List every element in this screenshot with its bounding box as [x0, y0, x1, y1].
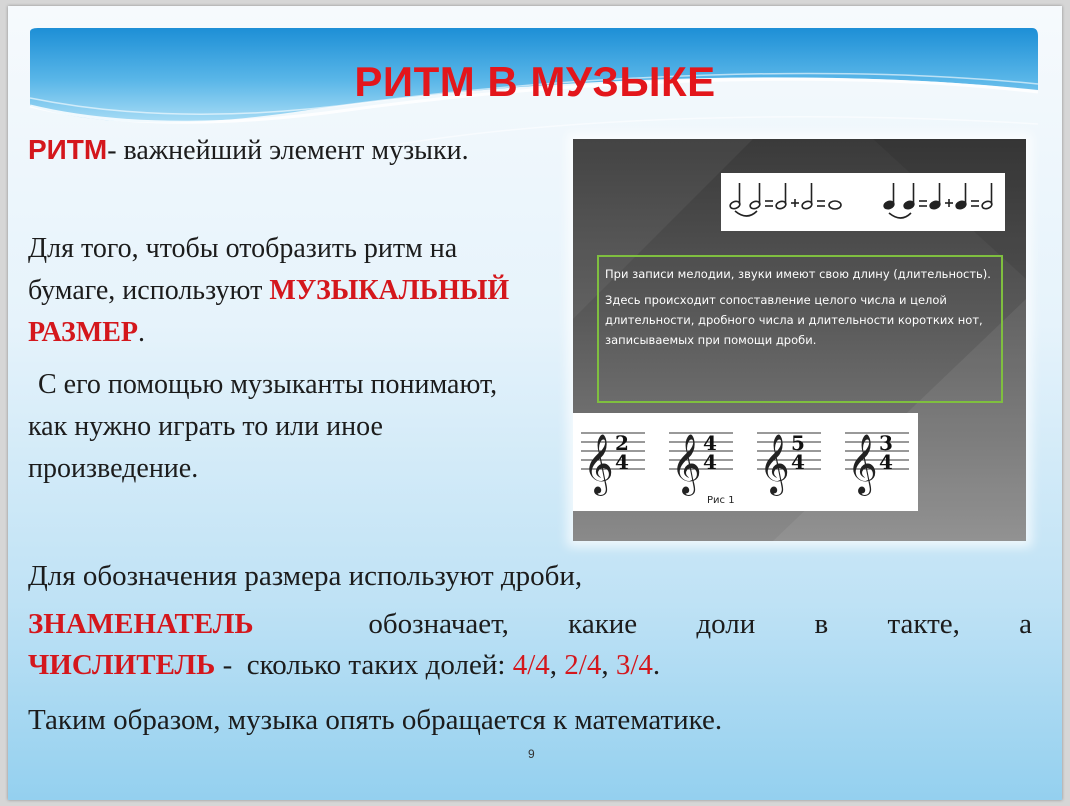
rhythm-keyword: РИТМ [28, 134, 108, 165]
intro-paragraph [28, 130, 548, 171]
slide [8, 6, 1062, 800]
example-sep-1: , [549, 649, 565, 681]
slide-title: РИТМ В МУЗЫКЕ [354, 58, 716, 105]
denominator-line [28, 604, 1032, 645]
time-signature-denominator: 4 [703, 450, 717, 474]
musical-size-keyword: МУЗЫКАЛЬНЫЙ РАЗМЕР [28, 275, 510, 348]
treble-clef-icon: 𝄞 [671, 434, 702, 494]
note-equations-icon [721, 173, 1005, 231]
example-fraction-1: 4/4 [512, 649, 550, 681]
paragraph-size-end: . [138, 317, 146, 348]
time-signature-staffs [573, 413, 918, 511]
info-line-2: Здесь происходит сопоставление целого числа и целой длительности, дробного числа и длительности коротких нот, записываемых при помощи дроби. [605, 293, 983, 347]
denominator-keyword: ЗНАМЕНАТЕЛЬ [28, 608, 254, 640]
denominator-text: обозначает, какие доли в такте, а [368, 608, 1032, 640]
treble-clef-icon: 𝄞 [759, 434, 790, 494]
bottom-conclusion: Таким образом, музыка опять обращается к математике. [28, 704, 723, 736]
time-signature-denominator: 4 [879, 450, 893, 474]
time-signature-2-4 [581, 431, 645, 496]
example-sep-2: , [601, 649, 616, 681]
numerator-keyword: ЧИСЛИТЕЛЬ [28, 649, 216, 681]
time-signature-numerator: 5 [791, 431, 805, 455]
time-signature-numerator: 3 [879, 431, 893, 455]
example-end: . [652, 649, 661, 681]
time-signature-4-4 [669, 431, 733, 496]
rhythm-illustration [573, 139, 1026, 541]
treble-clef-icon: 𝄞 [847, 434, 878, 494]
example-fraction-2: 2/4 [564, 649, 602, 681]
note-durations-image [721, 173, 1005, 231]
paragraph-size [28, 228, 548, 354]
info-line-1: При записи мелодии, звуки имеют свою длину (длительность). [605, 267, 991, 281]
time-signature-numerator: 4 [703, 431, 717, 455]
paragraph-purpose: С его помощью музыканты понимают, как нужно играть то или иное произведение. [28, 369, 498, 484]
staff-lines [573, 413, 918, 511]
time-signature-3-4 [845, 431, 909, 496]
time-signature-numerator: 2 [615, 431, 629, 455]
paragraph-size-text: Для того, чтобы отобразить ритм на бумаге, используют [28, 233, 458, 306]
time-signature-5-4 [757, 431, 821, 496]
example-fraction-3: 3/4 [615, 649, 653, 681]
numerator-text: - сколько таких долей: [215, 649, 513, 681]
treble-clef-icon: 𝄞 [583, 434, 614, 494]
intro-text: - важнейший элемент музыки. [107, 135, 469, 166]
numerator-line [28, 645, 1038, 686]
figure-caption: Рис 1 [707, 495, 735, 506]
bottom-line-1: Для обозначения размера используют дроби, [28, 560, 583, 592]
time-signature-denominator: 4 [791, 450, 805, 474]
page-number: 9 [528, 747, 535, 761]
time-signature-denominator: 4 [615, 450, 629, 474]
duration-info-box [597, 255, 1003, 403]
bottom-definition [28, 604, 1038, 686]
